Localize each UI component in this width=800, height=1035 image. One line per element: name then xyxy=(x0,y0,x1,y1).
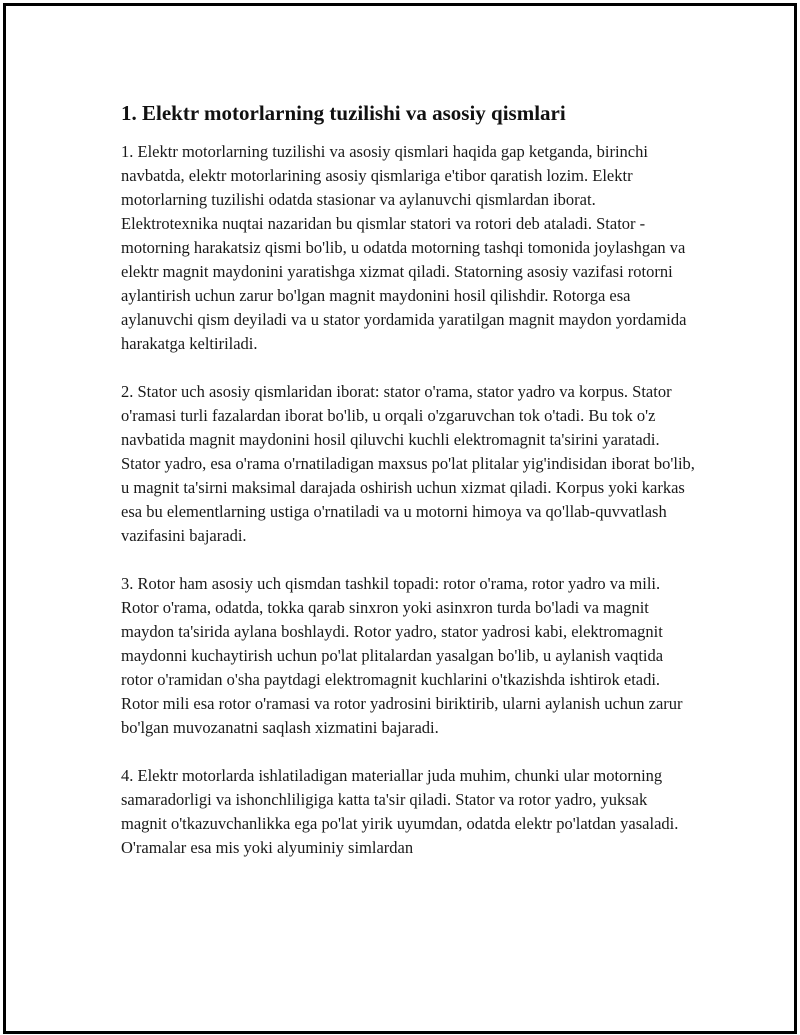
paragraph-3: 3. Rotor ham asosiy uch qismdan tashkil topadi: rotor o'rama, rotor yadro va mili. Rotor o'rama, odatda, tokka qarab sinxron yoki asinxron turda bo'ladi va magnit maydon ta'sirida aylana boshlaydi. Rotor yadro, stator yadrosi kabi, elektromagnit maydonni kuchaytirish uchun po'lat plitalardan yasalgan bo'lib, u aylanish vaqtida rotor o'ramidan o'sha paytdagi elektromagnit kuchlarini o'tkazishda ishtirok etadi. Rotor mili esa rotor o'ramasi va rotor yadrosini biriktirib, ularni aylanish uchun zarur bo'lgan muvozanatni saqlash xizmatini bajaradi. xyxy=(121,574,683,737)
document-title: 1. Elektr motorlarning tuzilishi va asosiy qismlari xyxy=(121,101,566,125)
paragraph-2: 2. Stator uch asosiy qismlaridan iborat: stator o'rama, stator yadro va korpus. Stator o'ramasi turli fazalardan iborat bo'lib, u orqali o'zgaruvchan tok o'tadi. Bu tok o'z navbatida magnit maydonini hosil qiluvchi kuchli elektromagnit ta'sirini yaratadi. Stator yadro, esa o'rama o'rnatiladigan maxsus po'lat plitalar yig'indisidan iborat bo'lib, u magnit ta'sirni maksimal darajada oshirish uchun xizmat qiladi. Korpus yoki karkas esa bu elementlarning ustiga o'rnatiladi va u motorni himoya va qo'llab-quvvatlash vazifasini bajaradi. xyxy=(121,382,695,545)
paragraph-4: 4. Elektr motorlarda ishlatiladigan materiallar juda muhim, chunki ular motorning samaradorligi va ishonchliligiga katta ta'sir qiladi. Stator va rotor yadro, yuksak magnit o'tkazuvchanlikka ega po'lat yirik uyumdan, odatda elektr po'latdan yasaladi. O'ramalar esa mis yoki alyuminiy simlardan xyxy=(121,766,679,857)
document-body xyxy=(121,100,696,884)
paragraph-1: 1. Elektr motorlarning tuzilishi va asosiy qismlari haqida gap ketganda, birinchi navbatda, elektr motorlarining asosiy qismlariga e'tibor qaratish lozim. Elektr motorlarning tuzilishi odatda stasionar va aylanuvchi qismlardan iborat. Elektrotexnika nuqtai nazaridan bu qismlar statori va rotori deb ataladi. Stator - motorning harakatsiz qismi bo'lib, u odatda motorning tashqi tomonida joylashgan va elektr magnit maydonini yaratishga xizmat qiladi. Statorning asosiy vazifasi rotorni aylantirish uchun zarur bo'lgan magnit maydonini hosil qilishdir. Rotorga esa aylanuvchi qism deyiladi va u stator yordamida yaratilgan magnit maydon yordamida harakatga keltiriladi. xyxy=(121,142,687,353)
page-frame xyxy=(3,3,797,1034)
